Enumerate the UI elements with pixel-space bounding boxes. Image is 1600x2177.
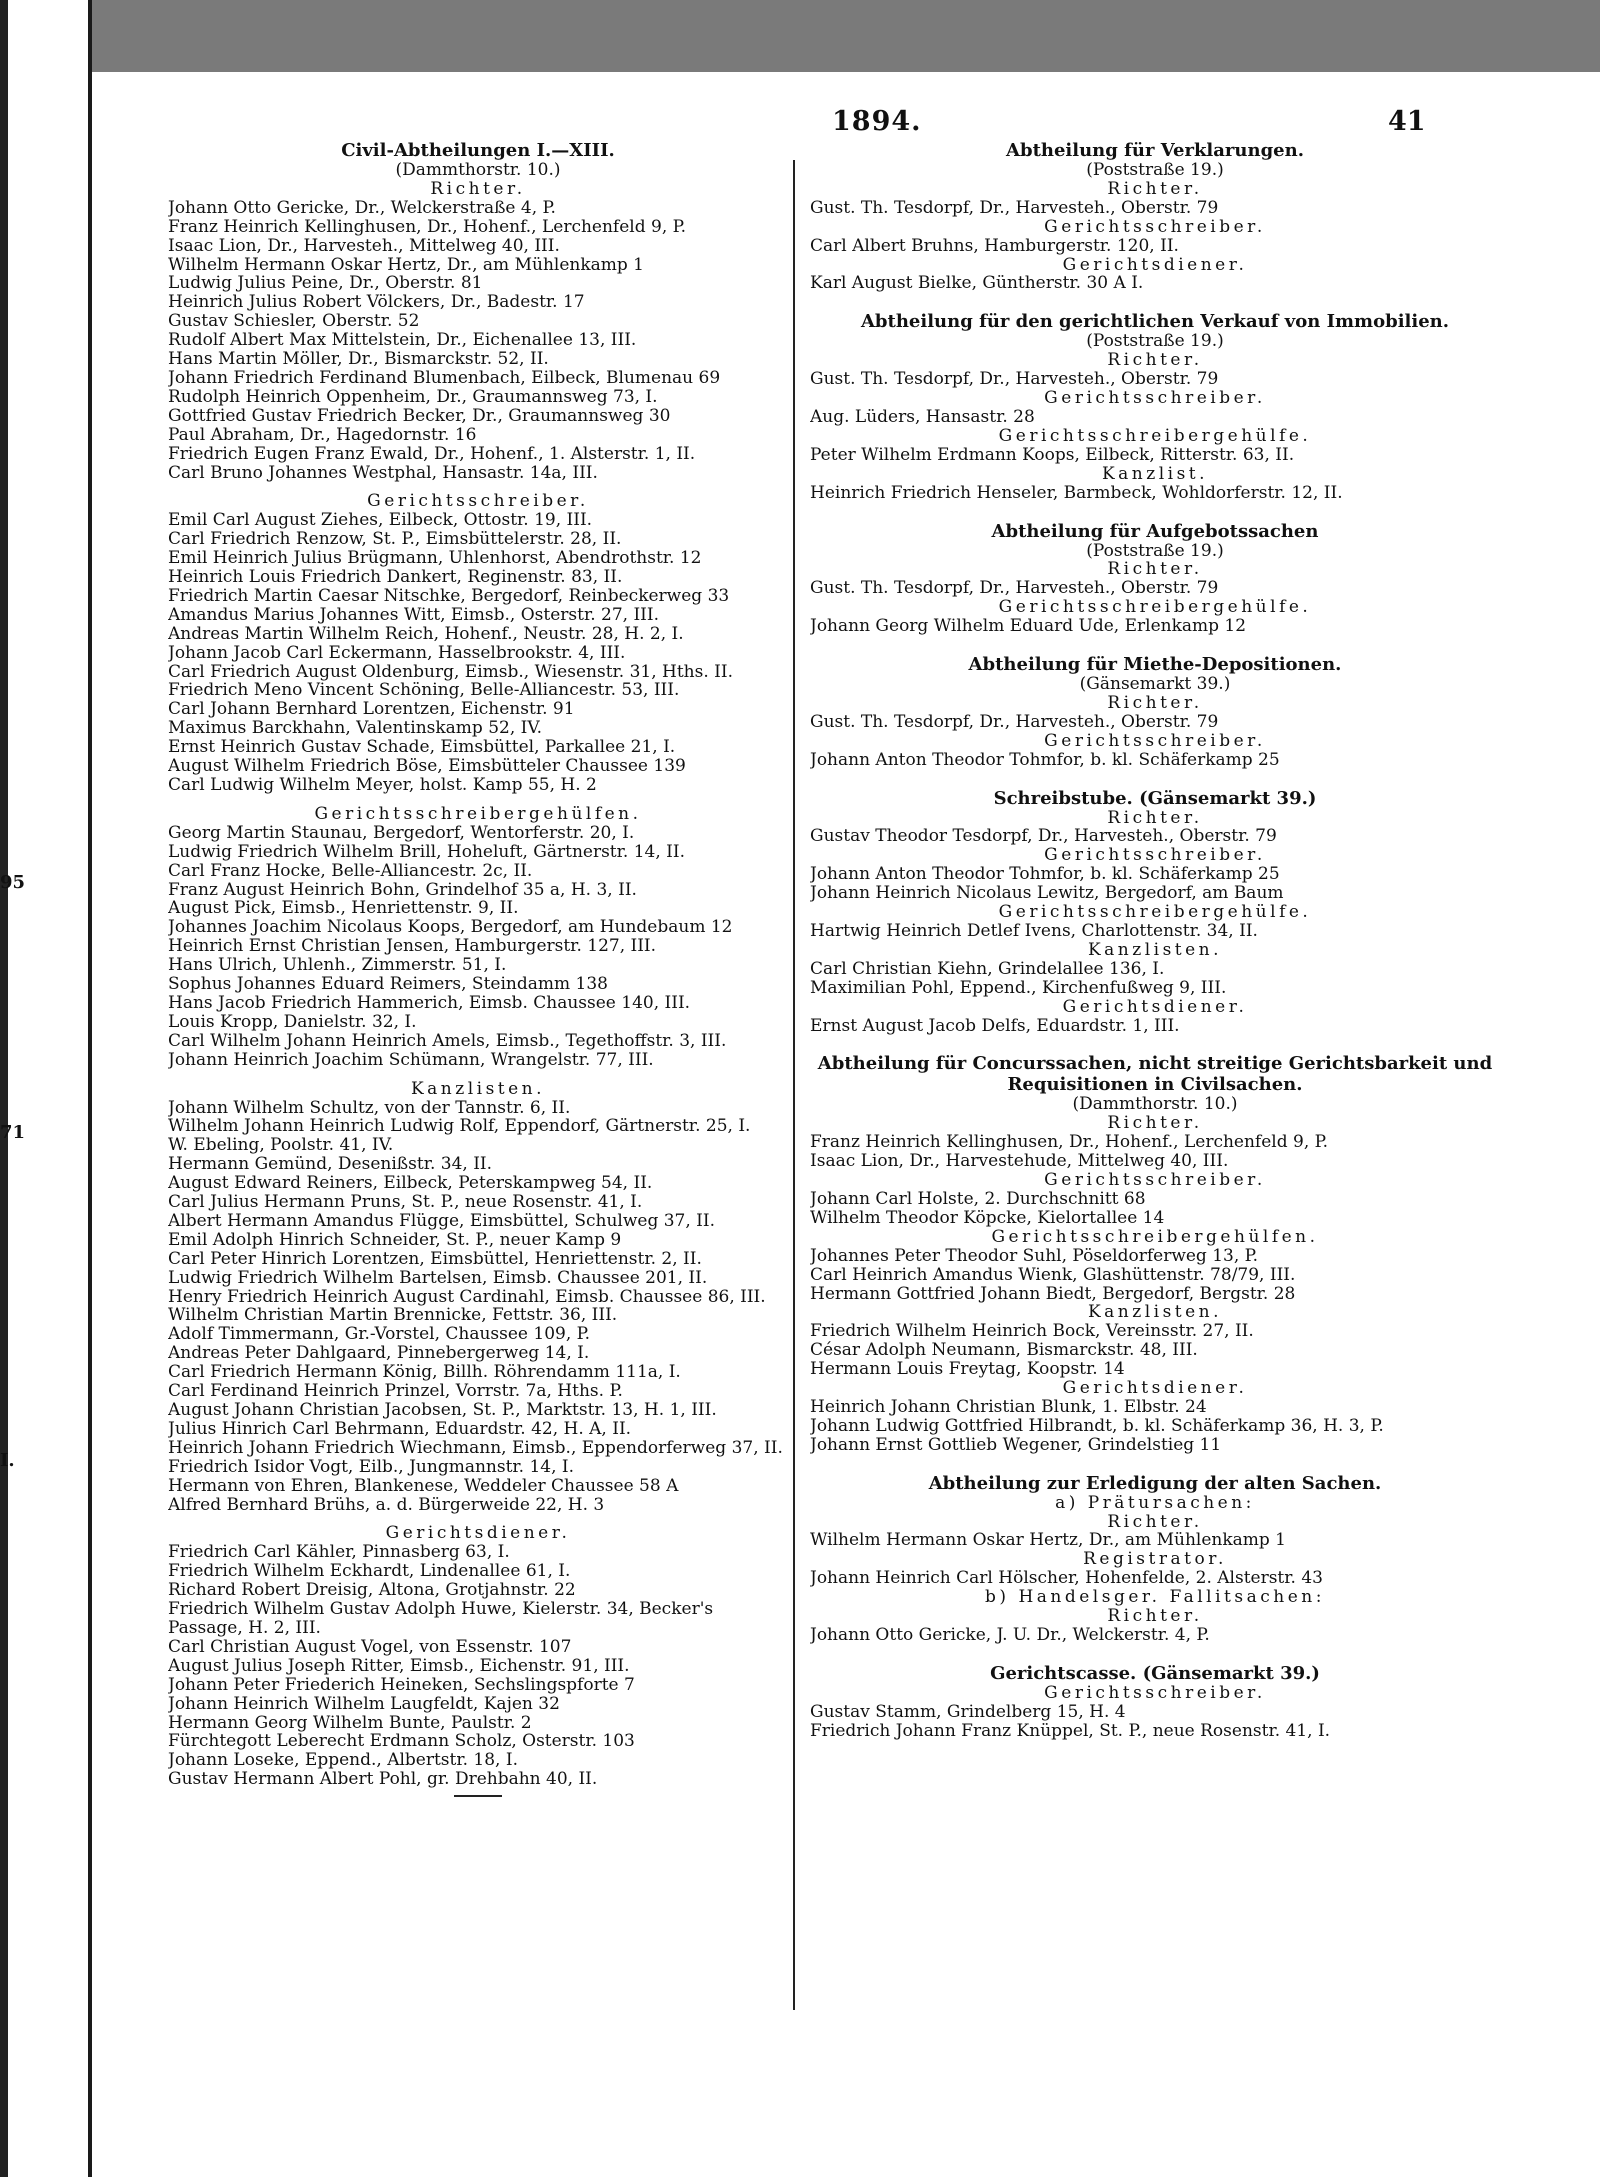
directory-entry: Hans Ulrich, Uhlenh., Zimmerstr. 51, I.	[168, 956, 507, 976]
directory-entry: Hartwig Heinrich Detlef Ivens, Charlottenstr. 34, II.	[810, 922, 1258, 941]
directory-entry: Heinrich Friedrich Henseler, Barmbeck, Wohldorferstr. 12, II.	[810, 483, 1343, 503]
section-address: (Dammthorstr. 10.)	[395, 160, 561, 180]
directory-entry: Isaac Lion, Dr., Harvesteh., Mittelweg 40, III.	[168, 236, 560, 256]
directory-entry: Hermann Louis Freytag, Koopstr. 14	[810, 1360, 1125, 1380]
role-heading: Kanzlisten.	[1087, 939, 1223, 960]
role-heading: Registrator.	[1083, 1549, 1227, 1570]
directory-entry: Paul Abraham, Dr., Hagedornstr. 16	[168, 425, 477, 445]
role-heading: Gerichtsdiener.	[1062, 1378, 1248, 1399]
directory-entry: Gustav Schiesler, Oberstr. 52	[168, 312, 420, 332]
role-heading: Richter.	[1107, 350, 1203, 371]
role-heading: Richter.	[1107, 807, 1203, 828]
directory-entry: Johannes Joachim Nicolaus Koops, Bergedorf, am Hundebaum 12	[168, 918, 733, 938]
directory-entry: Wilhelm Hermann Oskar Hertz, Dr., am Mühlenkamp 1	[810, 1531, 1286, 1551]
role-heading: Richter.	[1107, 1606, 1203, 1627]
section-address: (Dammthorstr. 10.)	[1072, 1094, 1238, 1115]
directory-entry: Heinrich Louis Friedrich Dankert, Reginenstr. 83, II.	[168, 568, 623, 587]
directory-entry: Carl Friedrich August Oldenburg, Eimsb., Wiesenstr. 31, Hths. II.	[168, 662, 734, 682]
section-address: (Gänsemarkt 39.)	[1079, 674, 1231, 695]
directory-entry: Friedrich Carl Kähler, Pinnasberg 63, I.	[168, 1543, 510, 1563]
court-section	[810, 1645, 1500, 1741]
right-column	[810, 140, 1500, 1741]
role-heading: Gerichtsdiener.	[1062, 996, 1248, 1017]
directory-entry: Johann Anton Theodor Tohmfor, b. kl. Schäferkamp 25	[810, 750, 1280, 770]
court-section	[810, 1035, 1500, 1454]
directory-entry: Emil Heinrich Julius Brügmann, Uhlenhorst, Abendrothstr. 12	[168, 549, 702, 569]
role-heading: Gerichtsschreiber.	[1044, 216, 1266, 237]
directory-entry: Johann Otto Gericke, J. U. Dr., Welckerstr. 4, P.	[810, 1626, 1210, 1645]
role-heading: Gerichtsschreiber.	[1044, 730, 1266, 751]
section-title: Schreibstube. (Gänsemarkt 39.)	[993, 787, 1317, 809]
role-heading: Gerichtsschreiber.	[367, 491, 589, 512]
directory-entry: Hermann Georg Wilhelm Bunte, Paulstr. 2	[168, 1713, 532, 1733]
section-title: Gerichtscasse. (Gänsemarkt 39.)	[990, 1662, 1320, 1684]
directory-entry: Heinrich Johann Christian Blunk, 1. Elbstr. 24	[810, 1397, 1207, 1417]
section-spacer	[810, 293, 1500, 311]
directory-entry: Andreas Peter Dahlgaard, Pinnebergerweg 14, I.	[168, 1344, 590, 1364]
role-heading: Gerichtsschreiber.	[1044, 1170, 1266, 1191]
role-heading: Gerichtsdiener.	[1062, 254, 1248, 275]
section-spacer	[810, 1455, 1500, 1473]
directory-entry: Amandus Marius Johannes Witt, Eimsb., Osterstr. 27, III.	[168, 605, 659, 625]
role-heading: Richter.	[1107, 692, 1203, 713]
directory-entry: Carl Peter Hinrich Lorentzen, Eimsbüttel, Henriettenstr. 2, II.	[168, 1249, 702, 1269]
directory-entry: Johann Peter Friederich Heineken, Sechslingspforte 7	[168, 1675, 635, 1695]
directory-entry: Johannes Peter Theodor Suhl, Pöseldorferweg 13, P.	[810, 1246, 1259, 1266]
court-section	[810, 636, 1500, 770]
directory-entry: Carl Bruno Johannes Westphal, Hansastr. 14a, III.	[168, 463, 598, 483]
court-section	[810, 293, 1500, 502]
directory-entry: Wilhelm Theodor Köpcke, Kielortallee 14	[810, 1208, 1165, 1228]
section-title: Abtheilung für Concurssachen, nicht streitige Gerichtsbarkeit und Requisitionen in Civilsachen.	[817, 1053, 1493, 1096]
court-section	[810, 140, 1500, 293]
directory-entry: Sophus Johannes Eduard Reimers, Steindamm 138	[168, 975, 608, 994]
directory-entry: W. Ebeling, Poolstr. 41, IV.	[168, 1136, 394, 1156]
margin-number: 95	[0, 872, 26, 893]
directory-entry: Friedrich Meno Vincent Schöning, Belle-Alliancestr. 53, III.	[168, 681, 680, 701]
directory-entry: Adolf Timmermann, Gr.-Vorstel, Chaussee 109, P.	[168, 1325, 591, 1345]
role-heading: Gerichtsschreibergehülfe.	[998, 902, 1312, 923]
section-spacer	[810, 1645, 1500, 1663]
role-heading: a) Prätursachen:	[1055, 1492, 1255, 1513]
directory-entry: Ernst Heinrich Gustav Schade, Eimsbüttel, Parkallee 21, I.	[168, 738, 676, 758]
court-section	[810, 1455, 1500, 1645]
section-title: Abtheilung für Miethe-Depositionen.	[968, 654, 1342, 676]
directory-entry: Carl Julius Hermann Pruns, St. P., neue Rosenstr. 41, I.	[168, 1193, 643, 1212]
role-heading: Gerichtsschreibergehülfen.	[991, 1226, 1319, 1247]
directory-entry: Rudolph Heinrich Oppenheim, Dr., Graumannsweg 73, I.	[168, 387, 658, 407]
directory-entry: Julius Hinrich Carl Behrmann, Eduardstr. 42, H. A, II.	[168, 1419, 632, 1439]
directory-entry: Friedrich Johann Franz Knüppel, St. P., neue Rosenstr. 41, I.	[810, 1721, 1331, 1741]
directory-entry: Peter Wilhelm Erdmann Koops, Eilbeck, Ritterstr. 63, II.	[810, 445, 1295, 465]
directory-entry: Johann Heinrich Joachim Schümann, Wrangelstr. 77, III.	[168, 1050, 654, 1070]
margin-number: 71	[0, 1122, 26, 1143]
directory-entry: Alfred Bernhard Brühs, a. d. Bürgerweide 22, H. 3	[168, 1495, 605, 1515]
directory-entry: Emil Carl August Ziehes, Eilbeck, Ottostr. 19, III.	[168, 511, 593, 531]
directory-entry: Franz Heinrich Kellinghusen, Dr., Hohenf., Lerchenfeld 9, P.	[168, 217, 687, 237]
directory-entry: Carl Wilhelm Johann Heinrich Amels, Eimsb., Tegethoffstr. 3, III.	[168, 1031, 727, 1051]
directory-entry: Carl Franz Hocke, Belle-Alliancestr. 2c, II.	[168, 861, 533, 881]
directory-entry: Johann Ernst Gottlieb Wegener, Grindelstieg 11	[810, 1435, 1222, 1455]
directory-entry: August Pick, Eimsb., Henriettenstr. 9, II.	[168, 899, 519, 919]
directory-entry: Ludwig Julius Peine, Dr., Oberstr. 81	[168, 274, 483, 294]
directory-entry: Johann Otto Gericke, Dr., Welckerstraße 4, P.	[168, 198, 556, 218]
directory-entry: Johann Friedrich Ferdinand Blumenbach, Eilbeck, Blumenau 69	[168, 368, 721, 388]
directory-entry: Maximus Barckhahn, Valentinskamp 52, IV.	[168, 719, 543, 739]
binding-margin	[0, 0, 90, 2177]
court-section	[168, 140, 788, 1789]
directory-entry: Carl Christian August Vogel, von Essenstr. 107	[168, 1637, 572, 1657]
directory-entry: Johann Carl Holste, 2. Durchschnitt 68	[810, 1189, 1146, 1209]
directory-entry: Franz Heinrich Kellinghusen, Dr., Hohenf., Lerchenfeld 9, P.	[810, 1133, 1329, 1153]
directory-entry: Heinrich Julius Robert Völckers, Dr., Badestr. 17	[168, 293, 585, 313]
role-heading: Kanzlisten.	[410, 1078, 546, 1099]
directory-entry: Gust. Th. Tesdorpf, Dr., Harvesteh., Oberstr. 79	[810, 579, 1219, 599]
left-column	[168, 140, 788, 1797]
role-heading: Richter.	[1107, 1511, 1203, 1532]
role-heading: Richter.	[430, 178, 526, 199]
directory-entry: Carl Christian Kiehn, Grindelallee 136, I.	[810, 959, 1165, 979]
directory-entry: Georg Martin Staunau, Bergedorf, Wentorferstr. 20, I.	[168, 823, 635, 843]
section-address: (Poststraße 19.)	[1086, 331, 1224, 352]
directory-entry: Louis Kropp, Danielstr. 32, I.	[168, 1012, 417, 1032]
directory-entry: Carl Heinrich Amandus Wienk, Glashüttenstr. 78/79, III.	[810, 1265, 1296, 1285]
directory-entry: Emil Adolph Hinrich Schneider, St. P., neuer Kamp 9	[168, 1230, 622, 1250]
directory-entry: Carl Johann Bernhard Lorentzen, Eichenstr. 91	[168, 700, 575, 720]
directory-entry: Wilhelm Johann Heinrich Ludwig Rolf, Eppendorf, Gärtnerstr. 25, I.	[168, 1117, 751, 1137]
directory-entry: Franz August Heinrich Bohn, Grindelhof 35 a, H. 3, II.	[168, 880, 637, 900]
page-number: 41	[1388, 106, 1426, 137]
end-rule	[454, 1795, 502, 1797]
role-heading: Gerichtsschreiber.	[1044, 1682, 1266, 1703]
role-heading: Gerichtsschreiber.	[1044, 388, 1266, 409]
directory-entry: Aug. Lüders, Hansastr. 28	[810, 407, 1035, 427]
directory-entry: Carl Albert Bruhns, Hamburgerstr. 120, II.	[810, 236, 1179, 256]
directory-entry: Carl Friedrich Renzow, St. P., Eimsbüttelerstr. 28, II.	[168, 530, 622, 550]
directory-entry: Albert Hermann Amandus Flügge, Eimsbüttel, Schulweg 37, II.	[168, 1211, 716, 1231]
directory-entry: Hermann Gottfried Johann Biedt, Bergedorf, Bergstr. 28	[810, 1284, 1296, 1304]
role-heading: Gerichtsdiener.	[385, 1523, 571, 1544]
directory-entry: Gustav Hermann Albert Pohl, gr. Drehbahn 40, II.	[168, 1770, 598, 1790]
role-heading: Gerichtsschreibergehülfe.	[998, 597, 1312, 618]
role-heading: Gerichtsschreiber.	[1044, 845, 1266, 866]
directory-entry: Gustav Theodor Tesdorpf, Dr., Harvesteh., Oberstr. 79	[810, 827, 1277, 847]
page-year: 1894.	[832, 106, 922, 137]
section-spacer	[810, 636, 1500, 654]
directory-entry: Ludwig Friedrich Wilhelm Brill, Hoheluft, Gärtnerstr. 14, II.	[168, 842, 685, 862]
directory-entry: Isaac Lion, Dr., Harvestehude, Mittelweg 40, III.	[810, 1152, 1229, 1172]
court-section	[810, 503, 1500, 637]
directory-entry: Karl August Bielke, Güntherstr. 30 A I.	[810, 274, 1144, 294]
role-heading: b) Handelsger. Fallitsachen:	[985, 1587, 1325, 1608]
section-spacer	[810, 503, 1500, 521]
directory-entry: Hans Martin Möller, Dr., Bismarckstr. 52, II.	[168, 350, 549, 369]
directory-entry: Henry Friedrich Heinrich August Cardinahl, Eimsb. Chaussee 86, III.	[168, 1287, 766, 1307]
directory-entry: Johann Wilhelm Schultz, von der Tannstr. 6, II.	[168, 1098, 571, 1118]
directory-entry: Hermann von Ehren, Blankenese, Weddeler Chaussee 58 A	[168, 1476, 679, 1496]
directory-entry: Friedrich Wilhelm Gustav Adolph Huwe, Kielerstr. 34, Becker's Passage, H. 2, III.	[168, 1600, 714, 1638]
section-title: Abtheilung für den gerichtlichen Verkauf von Immobilien.	[860, 311, 1450, 333]
directory-entry: César Adolph Neumann, Bismarckstr. 48, III.	[810, 1341, 1198, 1361]
directory-entry: Carl Friedrich Hermann König, Billh. Röhrendamm 111a, I.	[168, 1363, 681, 1383]
margin-number: I.	[0, 1450, 15, 1471]
directory-entry: Heinrich Johann Friedrich Wiechmann, Eimsb., Eppendorferweg 37, II.	[168, 1438, 783, 1458]
directory-entry: Johann Loseke, Eppend., Albertstr. 18, I.	[168, 1751, 518, 1771]
directory-entry: Maximilian Pohl, Eppend., Kirchenfußweg 9, III.	[810, 978, 1227, 998]
directory-entry: Ernst August Jacob Delfs, Eduardstr. 1, III.	[810, 1016, 1180, 1036]
directory-entry: August Johann Christian Jacobsen, St. P., Marktstr. 13, H. 1, III.	[168, 1401, 717, 1420]
court-section	[810, 770, 1500, 1036]
directory-entry: Johann Heinrich Carl Hölscher, Hohenfelde, 2. Alsterstr. 43	[810, 1569, 1323, 1589]
directory-entry: Friedrich Eugen Franz Ewald, Dr., Hohenf., 1. Alsterstr. 1, II.	[168, 444, 696, 464]
directory-entry: August Wilhelm Friedrich Böse, Eimsbütteler Chaussee 139	[168, 757, 686, 776]
directory-entry: Johann Jacob Carl Eckermann, Hasselbrookstr. 4, III.	[168, 643, 626, 663]
section-title: Civil-Abtheilungen I.—XIII.	[341, 140, 615, 161]
role-heading: Richter.	[1107, 178, 1203, 199]
role-heading: Gerichtsschreibergehülfe.	[998, 425, 1312, 446]
directory-entry: Gust. Th. Tesdorpf, Dr., Harvesteh., Oberstr. 79	[810, 712, 1219, 732]
column-divider	[793, 160, 795, 2010]
directory-entry: Friedrich Wilhelm Heinrich Bock, Vereinsstr. 27, II.	[810, 1322, 1254, 1342]
directory-entry: August Edward Reiners, Eilbeck, Peterskampweg 54, II.	[168, 1174, 653, 1194]
directory-entry: Wilhelm Hermann Oskar Hertz, Dr., am Mühlenkamp 1	[168, 255, 644, 275]
directory-entry: Gust. Th. Tesdorpf, Dr., Harvesteh., Oberstr. 79	[810, 370, 1219, 390]
directory-entry: Gustav Stamm, Grindelberg 15, H. 4	[810, 1702, 1126, 1722]
directory-entry: Hans Jacob Friedrich Hammerich, Eimsb. Chaussee 140, III.	[168, 993, 691, 1013]
section-title: Abtheilung zur Erledigung der alten Sachen.	[928, 1472, 1382, 1494]
role-heading: Gerichtsschreibergehülfen.	[314, 803, 642, 824]
directory-entry: Johann Heinrich Nicolaus Lewitz, Bergedorf, am Baum	[810, 884, 1284, 904]
directory-entry: Johann Heinrich Wilhelm Laugfeldt, Kajen 32	[168, 1694, 560, 1714]
section-spacer	[810, 770, 1500, 788]
role-heading: Richter.	[1107, 559, 1203, 580]
directory-entry: Ludwig Friedrich Wilhelm Bartelsen, Eimsb. Chaussee 201, II.	[168, 1268, 708, 1288]
section-address: (Poststraße 19.)	[1086, 540, 1224, 561]
directory-entry: Friedrich Martin Caesar Nitschke, Bergedorf, Reinbeckerweg 33	[168, 586, 730, 606]
section-address: (Poststraße 19.)	[1086, 160, 1224, 180]
directory-entry: Friedrich Isidor Vogt, Eilb., Jungmannstr. 14, I.	[168, 1457, 575, 1477]
directory-entry: Carl Ferdinand Heinrich Prinzel, Vorrstr. 7a, Hths. P.	[168, 1382, 623, 1401]
directory-entry: Fürchtegott Leberecht Erdmann Scholz, Osterstr. 103	[168, 1732, 635, 1752]
directory-entry: Andreas Martin Wilhelm Reich, Hohenf., Neustr. 28, H. 2, I.	[168, 624, 684, 644]
directory-entry: Friedrich Wilhelm Eckhardt, Lindenallee 61, I.	[168, 1562, 571, 1582]
role-heading: Kanzlist.	[1101, 463, 1209, 484]
directory-entry: August Julius Joseph Ritter, Eimsb., Eichenstr. 91, III.	[168, 1656, 630, 1676]
directory-entry: Johann Anton Theodor Tohmfor, b. kl. Schäferkamp 25	[810, 865, 1280, 885]
role-heading: Richter.	[1107, 1113, 1203, 1134]
directory-entry: Rudolf Albert Max Mittelstein, Dr., Eichenallee 13, III.	[168, 331, 637, 351]
document-page	[92, 72, 1600, 2177]
directory-entry: Heinrich Ernst Christian Jensen, Hamburgerstr. 127, III.	[168, 937, 657, 957]
role-heading: Kanzlisten.	[1087, 1302, 1223, 1323]
directory-entry: Carl Ludwig Wilhelm Meyer, holst. Kamp 55, H. 2	[168, 776, 597, 795]
directory-entry: Wilhelm Christian Martin Brennicke, Fettstr. 36, III.	[168, 1306, 618, 1326]
binding-edge	[0, 0, 8, 2177]
directory-entry: Richard Robert Dreisig, Altona, Grotjahnstr. 22	[168, 1581, 576, 1601]
directory-entry: Hermann Gemünd, Desenißstr. 34, II.	[168, 1155, 493, 1175]
section-title: Abtheilung für Verklarungen.	[1006, 140, 1304, 161]
directory-entry: Johann Ludwig Gottfried Hilbrandt, b. kl. Schäferkamp 36, H. 3, P.	[810, 1416, 1384, 1436]
section-spacer	[810, 1035, 1500, 1053]
section-title: Abtheilung für Aufgebotssachen	[991, 520, 1319, 542]
directory-entry: Gust. Th. Tesdorpf, Dr., Harvesteh., Oberstr. 79	[810, 198, 1219, 218]
directory-entry: Gottfried Gustav Friedrich Becker, Dr., Graumannsweg 30	[168, 406, 671, 426]
directory-entry: Johann Georg Wilhelm Eduard Ude, Erlenkamp 12	[810, 617, 1247, 637]
